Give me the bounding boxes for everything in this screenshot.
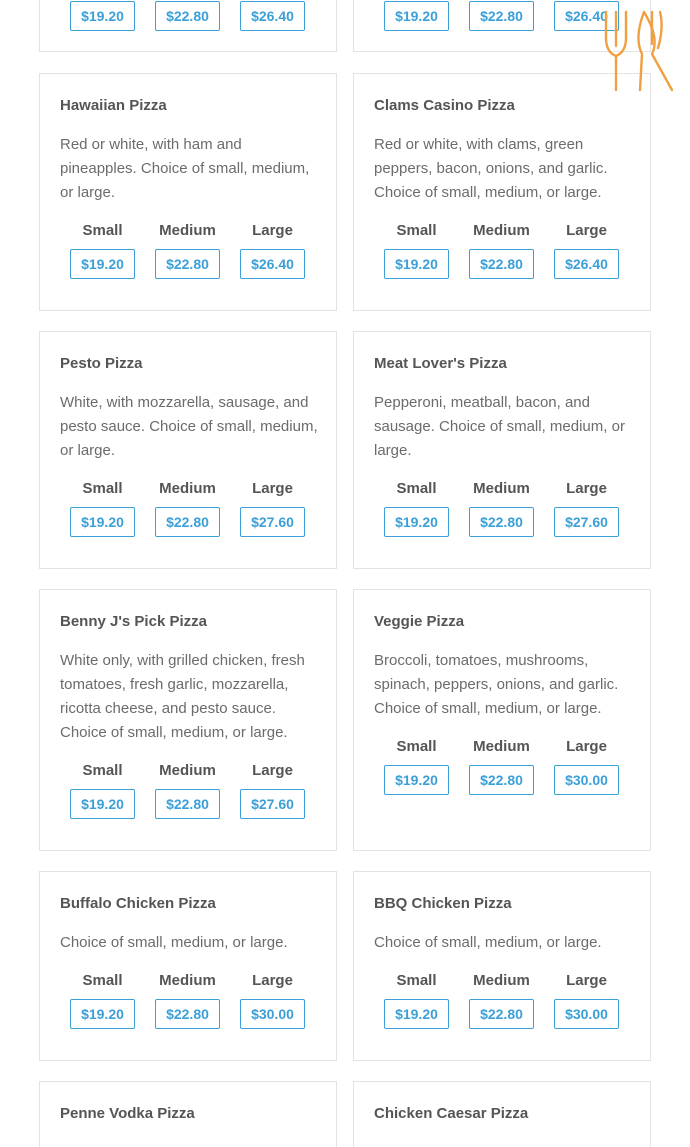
price-large-button[interactable]: $26.40: [240, 249, 305, 279]
size-label-large: Large: [566, 222, 607, 239]
price-large-button[interactable]: $27.60: [554, 507, 619, 537]
size-label-small: Small: [82, 972, 123, 989]
price-medium-button[interactable]: $22.80: [155, 249, 220, 279]
menu-card-clams-casino: [353, 73, 651, 311]
price-large-button[interactable]: $30.00: [240, 999, 305, 1029]
size-label-medium: Medium: [473, 972, 530, 989]
size-label-medium: Medium: [473, 222, 530, 239]
pizza-description: Choice of small, medium, or large.: [374, 934, 602, 951]
price-row: [70, 971, 305, 1029]
menu-card-pesto: [39, 331, 337, 569]
pizza-name: Hawaiian Pizza: [60, 97, 167, 114]
price-large-button[interactable]: $26.40: [554, 1, 619, 31]
price-large-button[interactable]: $27.60: [240, 789, 305, 819]
price-row: [384, 971, 619, 1029]
menu-card-veggie: [353, 589, 651, 851]
pizza-name: Meat Lover's Pizza: [374, 355, 507, 372]
price-row: [70, 761, 305, 819]
size-label-medium: Medium: [473, 738, 530, 755]
price-medium-button[interactable]: $22.80: [469, 999, 534, 1029]
size-label-large: Large: [566, 972, 607, 989]
price-small-button[interactable]: $19.20: [384, 249, 449, 279]
price-small-button[interactable]: $19.20: [384, 999, 449, 1029]
price-small-button[interactable]: $19.20: [70, 999, 135, 1029]
size-label-small: Small: [396, 738, 437, 755]
size-label-medium: Medium: [159, 972, 216, 989]
price-row: [384, 221, 619, 279]
size-label-large: Large: [566, 480, 607, 497]
size-label-small: Small: [82, 222, 123, 239]
pizza-name: BBQ Chicken Pizza: [374, 895, 512, 912]
menu-card-meat-lovers: [353, 331, 651, 569]
size-label-small: Small: [82, 762, 123, 779]
price-large-button[interactable]: $30.00: [554, 765, 619, 795]
price-row: [384, 0, 619, 31]
price-row: [70, 221, 305, 279]
price-large-button[interactable]: $26.40: [554, 249, 619, 279]
size-label-large: Large: [252, 762, 293, 779]
price-small-button[interactable]: $19.20: [384, 1, 449, 31]
menu-card-chicken-caesar: [353, 1081, 651, 1147]
price-medium-button[interactable]: $22.80: [155, 507, 220, 537]
price-small-button[interactable]: $19.20: [70, 1, 135, 31]
price-small-button[interactable]: $19.20: [384, 507, 449, 537]
price-medium-button[interactable]: $22.80: [469, 1, 534, 31]
price-row: [384, 737, 619, 795]
pizza-description: Broccoli, tomatoes, mushrooms, spinach, peppers, onions, and garlic. Choice of small, medium, or large.: [374, 652, 619, 717]
pizza-description: Red or white, with ham and pineapples. Choice of small, medium, or large.: [60, 136, 310, 201]
price-medium-button[interactable]: $22.80: [155, 999, 220, 1029]
size-label-large: Large: [566, 738, 607, 755]
size-label-small: Small: [396, 222, 437, 239]
pizza-name: Benny J's Pick Pizza: [60, 613, 207, 630]
price-medium-button[interactable]: $22.80: [469, 765, 534, 795]
size-label-small: Small: [82, 480, 123, 497]
size-label-medium: Medium: [159, 480, 216, 497]
price-large-button[interactable]: $27.60: [240, 507, 305, 537]
price-small-button[interactable]: $19.20: [70, 249, 135, 279]
pizza-name: Buffalo Chicken Pizza: [60, 895, 216, 912]
pizza-name: Veggie Pizza: [374, 613, 465, 630]
price-large-button[interactable]: $26.40: [240, 1, 305, 31]
price-row: [70, 0, 305, 31]
size-label-small: Small: [396, 480, 437, 497]
price-large-button[interactable]: $30.00: [554, 999, 619, 1029]
pizza-description: White only, with grilled chicken, fresh tomatoes, fresh garlic, mozzarella, ricotta cheese, and pesto sauce. Choice of small, medium, or large.: [60, 652, 305, 741]
price-small-button[interactable]: $19.20: [384, 765, 449, 795]
price-medium-button[interactable]: $22.80: [155, 1, 220, 31]
size-label-large: Large: [252, 222, 293, 239]
pizza-description: Choice of small, medium, or large.: [60, 934, 288, 951]
pizza-description: White, with mozzarella, sausage, and pesto sauce. Choice of small, medium, or large.: [60, 394, 318, 459]
size-label-medium: Medium: [159, 222, 216, 239]
size-label-large: Large: [252, 972, 293, 989]
pizza-name: Clams Casino Pizza: [374, 97, 515, 114]
menu-card: [39, 0, 337, 52]
size-label-large: Large: [252, 480, 293, 497]
pizza-name: Penne Vodka Pizza: [60, 1105, 195, 1122]
size-label-medium: Medium: [159, 762, 216, 779]
price-medium-button[interactable]: $22.80: [469, 249, 534, 279]
pizza-name: Pesto Pizza: [60, 355, 143, 372]
price-medium-button[interactable]: $22.80: [469, 507, 534, 537]
fork-icon: [600, 8, 678, 96]
pizza-description: Red or white, with clams, green peppers, bacon, onions, and garlic. Choice of small, medium, or large.: [374, 136, 608, 201]
menu-card-penne-vodka: [39, 1081, 337, 1147]
menu-card-buffalo-chicken: [39, 871, 337, 1061]
price-row: [70, 479, 305, 537]
pizza-name: Chicken Caesar Pizza: [374, 1105, 529, 1122]
menu-card-hawaiian: [39, 73, 337, 311]
price-row: [384, 479, 619, 537]
size-label-small: Small: [396, 972, 437, 989]
price-medium-button[interactable]: $22.80: [155, 789, 220, 819]
price-small-button[interactable]: $19.20: [70, 507, 135, 537]
menu-card-bbq-chicken: [353, 871, 651, 1061]
price-small-button[interactable]: $19.20: [70, 789, 135, 819]
size-label-medium: Medium: [473, 480, 530, 497]
pizza-description: Pepperoni, meatball, bacon, and sausage. Choice of small, medium, or large.: [374, 394, 625, 459]
menu-card-benny-js-pick: [39, 589, 337, 851]
